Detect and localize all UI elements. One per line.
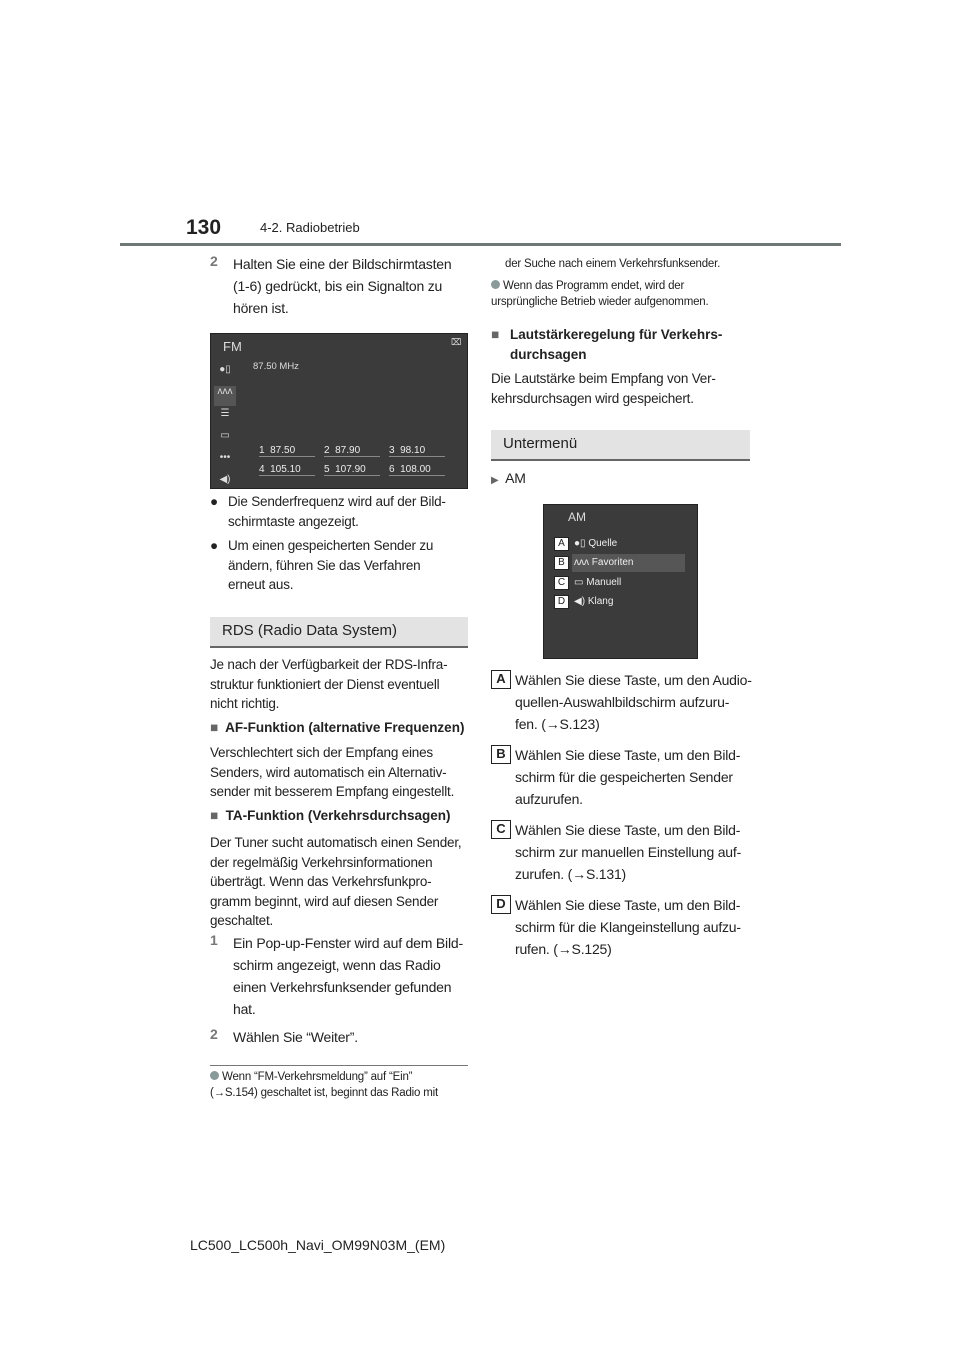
menu-manuell[interactable]: ▭ Manuell (574, 577, 622, 588)
fm-frequency: 87.50 MHz (253, 361, 299, 372)
af-heading: ■ AF-Funktion (alternative Frequenzen) (210, 720, 465, 735)
am-title: AM (568, 510, 586, 524)
station-list-icon[interactable]: ☰ (220, 408, 230, 419)
callout-c: C (554, 576, 569, 590)
ta-heading: ■ TA-Funktion (Verkehrsdurchsagen) (210, 808, 451, 823)
label-d: D (491, 895, 511, 914)
label-a: A (491, 670, 511, 689)
note-bullet-icon (210, 1071, 219, 1080)
am-label: ▶ AM (491, 470, 526, 486)
step-text: Halten Sie eine der Bildschirmtasten (1-6) gedrückt, bis ein Signalton zu hören ist. (233, 256, 452, 316)
manual-icon[interactable]: ▭ (220, 430, 230, 441)
callout-d: D (554, 595, 569, 609)
preset-2[interactable]: 2 87.90 (324, 445, 380, 457)
section-title: 4-2. Radiobetrieb (260, 220, 360, 235)
page-number: 130 (186, 216, 222, 239)
step-number: 1 (210, 932, 218, 948)
step-number: 2 (210, 1026, 218, 1042)
source-icon[interactable]: ●▯ (219, 364, 231, 375)
preset-6[interactable]: 6 108.00 (389, 464, 445, 476)
af-paragraph: Verschlechtert sich der Empfang eines Senders, wird automatisch ein Alternativ- sender mit besserem Empfang eingestellt. (210, 745, 455, 799)
preset-3[interactable]: 3 98.10 (389, 445, 445, 457)
note-bullet-icon (491, 280, 500, 289)
volume-paragraph: Die Lautstärke beim Empfang von Ver- kehrsdurchsagen wird gespeichert. (491, 371, 716, 406)
fm-screen (210, 333, 468, 489)
label-c: C (491, 820, 511, 839)
menu-klang[interactable]: ◀) Klang (574, 596, 614, 607)
description-d: Wählen Sie diese Taste, um den Bild- schirm für die Klangeinstellung aufzu- rufen. (→S.125) (515, 897, 741, 957)
note-text: Wenn das Programm endet, wird der ursprüngliche Betrieb wieder aufgenommen. (491, 280, 709, 308)
favorites-icon[interactable]: ʌʌʌ (214, 386, 236, 406)
rds-paragraph: Je nach der Verfügbarkeit der RDS-Infra- struktur funktioniert der Dienst eventuell nicht richtig. (210, 657, 448, 711)
preset-5[interactable]: 5 107.90 (324, 464, 380, 476)
preset-1[interactable]: 1 87.50 (259, 445, 315, 457)
description-a: Wählen Sie diese Taste, um den Audio- quellen-Auswahlbildschirm aufzuru- fen. (→S.123) (515, 672, 752, 732)
step-number: 2 (210, 253, 218, 269)
label-b: B (491, 745, 511, 764)
description-c: Wählen Sie diese Taste, um den Bild- schirm zur manuellen Einstellung auf- zurufen. (→S.131) (515, 822, 742, 882)
header-rule (120, 243, 841, 246)
callout-b: B (554, 556, 569, 570)
triangle-icon: ▶ (491, 475, 499, 486)
sound-icon[interactable]: ◀) (219, 474, 231, 485)
note-rule (210, 1065, 468, 1066)
status-icon: ⌧ (451, 337, 462, 347)
fm-title: FM (223, 339, 242, 354)
step-text: Ein Pop-up-Fenster wird auf dem Bild- schirm angezeigt, wenn das Radio einen Verkehrsfunksender gefunden hat. (233, 935, 463, 1017)
am-screen (543, 504, 698, 659)
description-b: Wählen Sie diese Taste, um den Bild- schirm für die gespeicherten Sender aufzurufen. (515, 747, 741, 807)
submenu-heading: Untermenü (491, 430, 750, 461)
more-icon[interactable]: ••• (219, 452, 231, 463)
side-menu (214, 364, 236, 496)
footer-code: LC500_LC500h_Navi_OM99N03M_(EM) (190, 1237, 446, 1253)
note-text: Wenn “FM-Verkehrsmeldung” auf “Ein” (→S.154) geschaltet ist, beginnt das Radio mit (210, 1071, 438, 1099)
rds-heading: RDS (Radio Data System) (210, 617, 468, 648)
note-continued: der Suche nach einem Verkehrsfunksender. (505, 258, 721, 270)
ta-paragraph: Der Tuner sucht automatisch einen Sender, der regelmäßig Verkehrsinformationen überträgt. Wenn das Verkehrsfunkpro- gramm beginnt, wird auf diesen Sender geschaltet. (210, 835, 462, 928)
step-text: Wählen Sie “Weiter”. (233, 1029, 358, 1045)
callout-a: A (554, 537, 569, 551)
menu-quelle[interactable]: ●▯ Quelle (574, 538, 618, 549)
preset-4[interactable]: 4 105.10 (259, 464, 315, 476)
menu-favoriten[interactable]: ʌʌʌ Favoriten (574, 557, 634, 568)
